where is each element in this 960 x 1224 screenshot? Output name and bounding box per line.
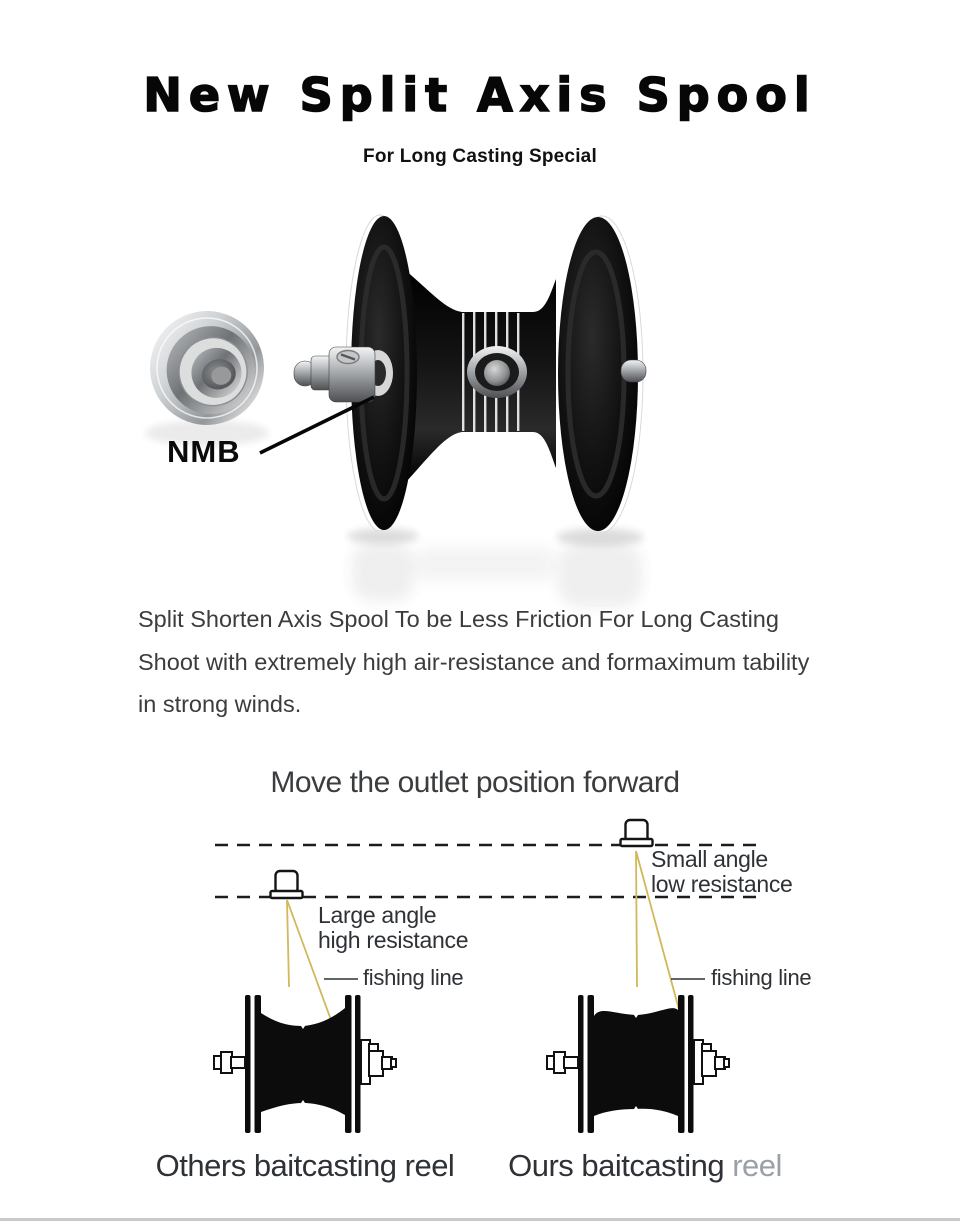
large-angle-annotation: [318, 903, 468, 952]
annotation-line: Small angle: [651, 846, 768, 872]
description-line: Split Shorten Axis Spool To be Less Friction For Long Casting: [138, 606, 779, 632]
outlet-position-diagram: [0, 810, 960, 1220]
description-line: in strong winds.: [138, 691, 302, 717]
bearing-brand-label: NMB: [167, 434, 241, 469]
page-subtitle: For Long Casting Special: [363, 146, 597, 167]
annotation-line: low resistance: [651, 870, 793, 897]
spool-barrel: [405, 270, 556, 483]
caption-others-reel: Others baitcasting reel: [155, 1148, 455, 1183]
fishing-line-right-vertical: [636, 851, 637, 987]
bearing-photo: [138, 299, 276, 437]
line-guide-icon-left: [271, 871, 303, 898]
caption-ours-main: Ours baitcasting: [508, 1148, 733, 1183]
fishing-line-label-left: fishing line: [363, 965, 464, 990]
spool-axle-pin: [621, 360, 646, 382]
small-angle-annotation: [651, 847, 793, 896]
annotation-line: Large angle: [318, 902, 437, 928]
description-paragraph: [138, 598, 878, 726]
diagram-title: Move the outlet position forward: [270, 766, 680, 799]
page-title: New Split Axis Spool: [143, 68, 817, 122]
spool-schematic-others: [214, 995, 396, 1133]
caption-ours-light: reel: [732, 1148, 782, 1183]
line-guide-icon-right: [621, 820, 653, 846]
annotation-line: high resistance: [318, 926, 469, 953]
bottom-divider: [0, 1218, 960, 1221]
product-photo: [0, 195, 960, 625]
spool-axle: [294, 347, 375, 402]
caption-ours-reel: [495, 1148, 795, 1184]
fishing-line-label-right: fishing line: [711, 965, 812, 990]
spool-center-hub: [467, 346, 527, 398]
spool-schematic-ours: [547, 995, 729, 1133]
fishing-line-left-vertical: [287, 900, 289, 987]
description-line: Shoot with extremely high air-resistance and formaximum tability: [138, 648, 810, 675]
